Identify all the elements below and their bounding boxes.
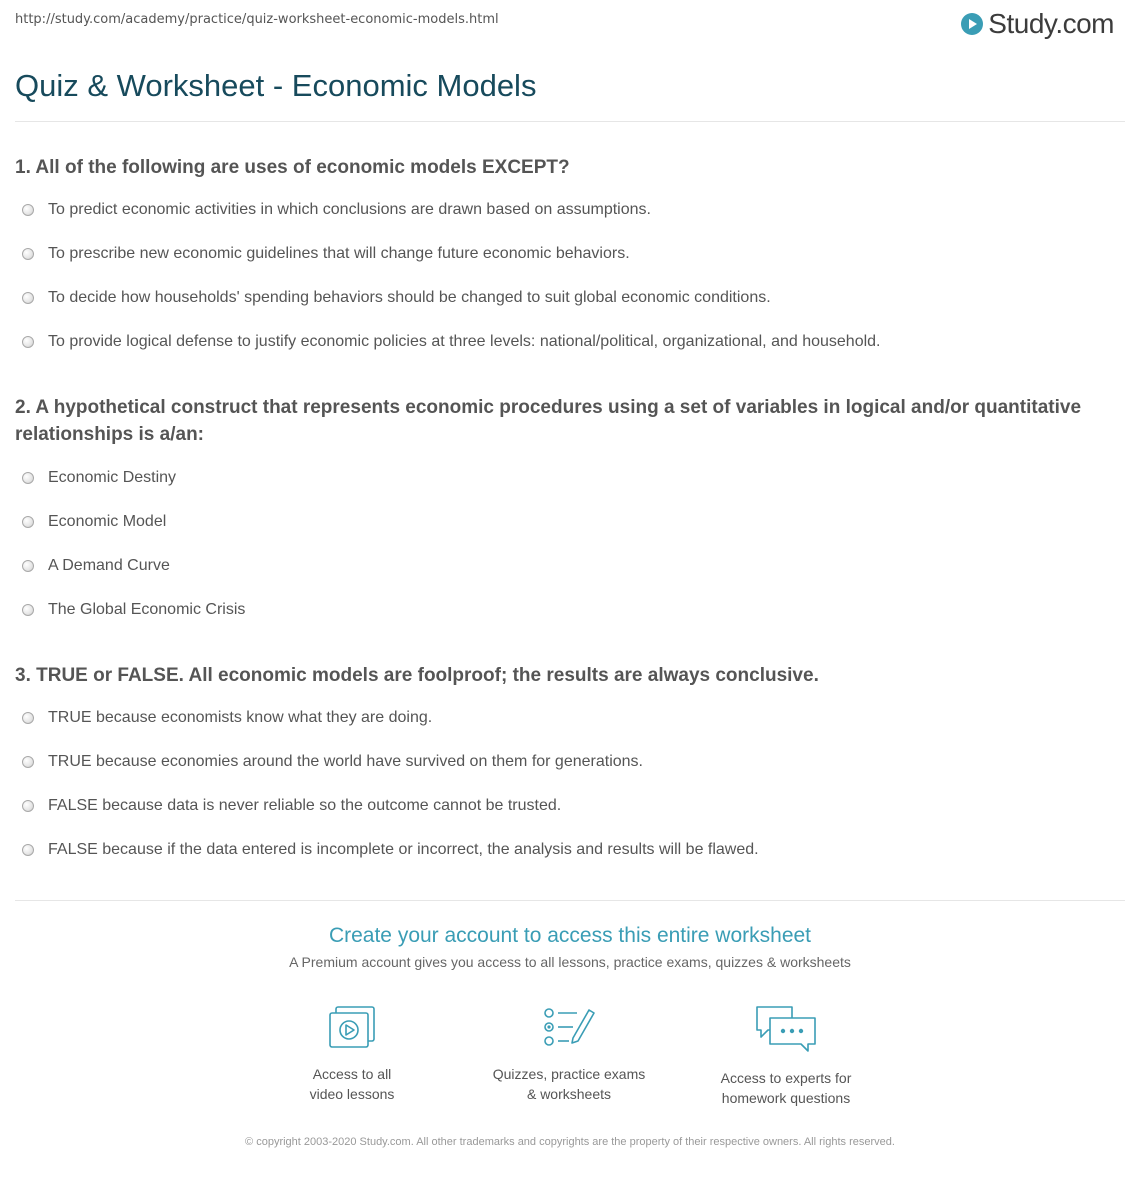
- radio-button[interactable]: [22, 844, 34, 856]
- question-1-option-2[interactable]: [22, 243, 630, 265]
- option-label: To decide how households' spending behaviors should be changed to suit global economic conditions.: [48, 289, 771, 306]
- quiz-checklist-icon: [539, 1004, 599, 1050]
- radio-button[interactable]: [22, 560, 34, 572]
- option-label: To predict economic activities in which conclusions are drawn based on assumptions.: [48, 201, 651, 218]
- feature-video-lessons: [252, 1004, 452, 1104]
- video-lessons-icon: [326, 1004, 378, 1050]
- feature-label-line1: Access to experts for: [720, 1070, 852, 1086]
- title-divider: [15, 121, 1125, 122]
- option-label: FALSE because data is never reliable so the outcome cannot be trusted.: [48, 797, 562, 814]
- copyright: © copyright 2003-2020 Study.com. All other trademarks and copyrights are the property of their respective owners. All rights reserved.: [245, 1136, 895, 1148]
- option-label: TRUE because economies around the world have survived on them for generations.: [48, 753, 643, 770]
- radio-button[interactable]: [22, 604, 34, 616]
- chat-bubbles-icon: [754, 1004, 818, 1054]
- radio-button[interactable]: [22, 756, 34, 768]
- question-1: 1. All of the following are uses of economic models EXCEPT?: [15, 157, 570, 178]
- question-3-option-4[interactable]: [22, 839, 759, 861]
- option-label: Economic Destiny: [48, 469, 177, 486]
- question-3: 3. TRUE or FALSE. All economic models are foolproof; the results are always conclusive.: [15, 665, 819, 686]
- radio-button[interactable]: [22, 336, 34, 348]
- feature-label-line2: homework questions: [721, 1090, 851, 1106]
- feature-label-line1: Access to all: [312, 1066, 392, 1082]
- play-circle-icon: [960, 12, 984, 36]
- page-title: Quiz & Worksheet - Economic Models: [15, 68, 537, 103]
- feature-experts: [686, 1004, 886, 1108]
- option-label: FALSE because if the data entered is incomplete or incorrect, the analysis and results will be flawed.: [48, 841, 759, 858]
- radio-button[interactable]: [22, 712, 34, 724]
- question-2-option-1[interactable]: [22, 467, 176, 489]
- feature-label-line2: & worksheets: [526, 1086, 612, 1102]
- radio-button[interactable]: [22, 472, 34, 484]
- question-2-option-2[interactable]: [22, 511, 166, 533]
- question-2-option-4[interactable]: [22, 599, 245, 621]
- option-label: The Global Economic Crisis: [48, 601, 246, 618]
- question-3-option-3[interactable]: [22, 795, 561, 817]
- feature-label-line2: video lessons: [309, 1086, 395, 1102]
- option-label: A Demand Curve: [48, 557, 170, 574]
- page-url: http://study.com/academy/practice/quiz-worksheet-economic-models.html: [15, 12, 499, 27]
- feature-label-line1: Quizzes, practice exams: [492, 1066, 646, 1082]
- logo-text: Study.com: [988, 8, 1114, 39]
- question-1-option-3[interactable]: [22, 287, 771, 309]
- feature-quizzes: [469, 1004, 669, 1104]
- cta-subtitle: A Premium account gives you access to all lessons, practice exams, quizzes & worksheets: [289, 954, 851, 970]
- question-1-option-1[interactable]: [22, 199, 651, 221]
- radio-button[interactable]: [22, 248, 34, 260]
- question-2-option-3[interactable]: [22, 555, 170, 577]
- cta-title-link[interactable]: Create your account to access this entire worksheet: [328, 924, 812, 947]
- option-label: Economic Model: [48, 513, 167, 530]
- question-1-option-4[interactable]: [22, 331, 881, 353]
- option-label: To prescribe new economic guidelines that will change future economic behaviors.: [48, 245, 630, 262]
- radio-button[interactable]: [22, 800, 34, 812]
- cta-divider: [15, 900, 1125, 901]
- radio-button[interactable]: [22, 516, 34, 528]
- question-3-option-1[interactable]: [22, 707, 432, 729]
- option-label: TRUE because economists know what they are doing.: [48, 709, 433, 726]
- question-2: 2. A hypothetical construct that represents economic procedures using a set of variables in logical and/or quantitative relationships is a/an:: [15, 397, 1082, 445]
- question-3-option-2[interactable]: [22, 751, 643, 773]
- study-logo[interactable]: [960, 8, 1114, 40]
- radio-button[interactable]: [22, 292, 34, 304]
- radio-button[interactable]: [22, 204, 34, 216]
- option-label: To provide logical defense to justify economic policies at three levels: national/political, organizational, and household.: [48, 333, 881, 350]
